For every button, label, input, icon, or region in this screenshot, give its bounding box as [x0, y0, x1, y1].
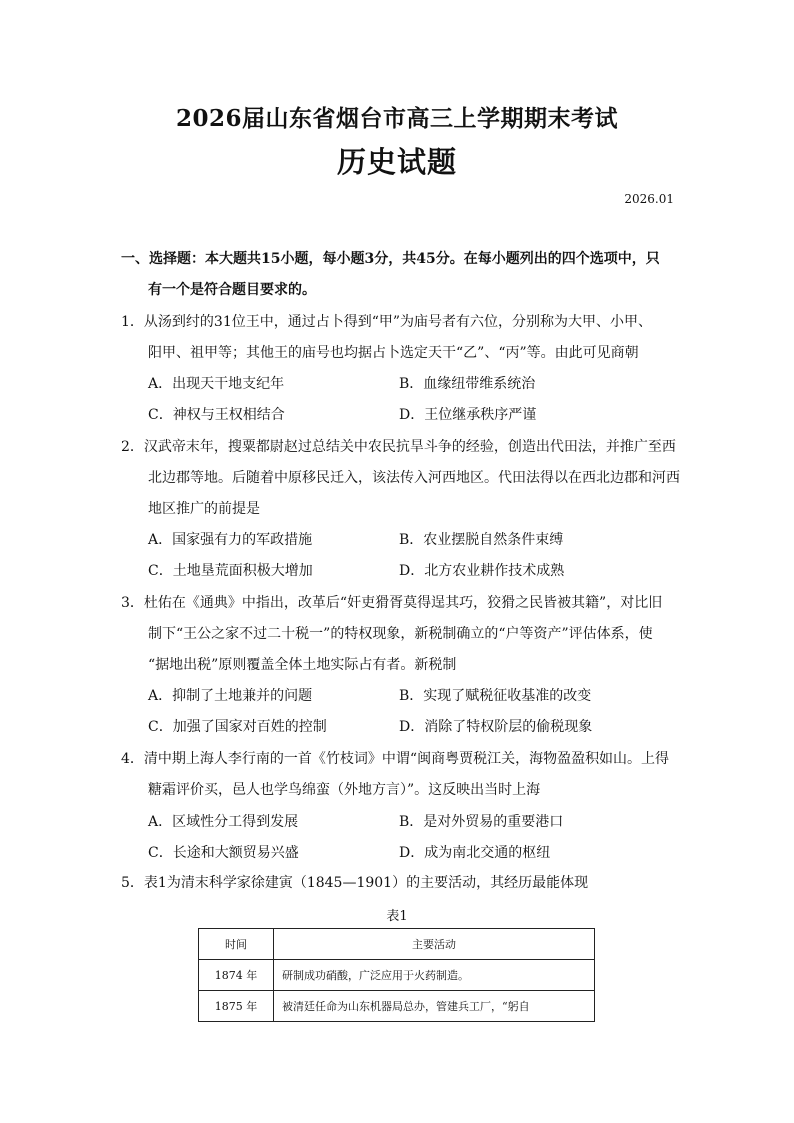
subject-title: 历史试题	[336, 145, 457, 179]
option-b: B．是对外贸易的重要港口	[399, 814, 564, 830]
table-header-row	[199, 929, 595, 960]
option-c: C．神权与王权相结合	[148, 407, 285, 423]
question-3	[121, 588, 681, 681]
option-a: A．区域性分工得到发展	[148, 814, 299, 830]
question-3-line: 3．杜佑在《通典》中指出，改革后“奸吏猾胥莫得逞其巧，狡猾之民皆被其籍”，对比旧	[121, 595, 663, 611]
option-d: D．北方农业耕作技术成熟	[399, 563, 565, 579]
table-cell: 被清廷任命为山东机器局总办，管建兵工厂，“躬自	[274, 991, 595, 1022]
option-b: B．农业摆脱自然条件束缚	[399, 532, 564, 548]
question-4	[121, 744, 681, 806]
question-1	[121, 307, 681, 369]
question-2-line: 地区推广的前提是	[148, 501, 260, 517]
option-a: A．国家强有力的军政措施	[148, 532, 313, 548]
table-row	[199, 960, 595, 991]
question-2-line: 2．汉武帝末年，搜粟都尉赵过总结关中农民抗旱斗争的经验，创造出代田法，并推广至西	[121, 439, 676, 455]
table-header-cell: 主要活动	[274, 929, 595, 960]
question-5-line: 5．表1为清末科学家徐建寅（1845—1901）的主要活动，其经历最能体现	[121, 875, 589, 891]
table-cell: 1875 年	[199, 991, 274, 1022]
question-1-line: 1．从汤到纣的31位王中，通过占卜得到“甲”为庙号者有六位，分别称为大甲、小甲、	[121, 314, 653, 330]
option-d: D．成为南北交通的枢纽	[399, 845, 551, 861]
table-caption: 表1	[386, 909, 408, 924]
question-2	[121, 432, 681, 525]
table-cell: 研制成功硝酸，广泛应用于火药制造。	[274, 960, 595, 991]
exam-title: 2026届山东省烟台市高三上学期期末考试	[175, 105, 618, 132]
option-d: D．王位继承秩序严谨	[399, 407, 537, 423]
option-c: C．加强了国家对百姓的控制	[148, 719, 327, 735]
question-1-line: 阳甲、祖甲等；其他王的庙号也均据占卜选定天干“乙”、“丙”等。由此可见商朝	[148, 345, 639, 361]
table-row	[199, 991, 595, 1022]
question-5	[121, 868, 681, 899]
question-2-line: 北边郡等地。后随着中原移民迁入，该法传入河西地区。代田法得以在西北边郡和河西	[148, 470, 680, 486]
activity-table	[198, 928, 595, 1022]
section-heading-line2: 有一个是符合题目要求的。	[148, 282, 316, 298]
question-4-line: 糖霜评价买，邑人也学鸟绵蛮（外地方言）”。这反映出当时上海	[148, 782, 541, 798]
question-4-line: 4．清中期上海人李行南的一首《竹枝词》中谓“闽商粤贾税江关，海物盈盈积如山。上得	[121, 751, 670, 767]
table-cell: 1874 年	[199, 960, 274, 991]
exam-date: 2026.01	[624, 192, 674, 206]
option-a: A．出现天干地支纪年	[148, 376, 285, 392]
option-d: D．消除了特权阶层的偷税现象	[399, 719, 593, 735]
section-heading-line1: 一、选择题：本大题共15小题，每小题3分，共45分。在每小题列出的四个选项中，只	[121, 251, 660, 267]
option-c: C．长途和大额贸易兴盛	[148, 845, 299, 861]
table-header-cell: 时间	[199, 929, 274, 960]
option-b: B．血缘纽带维系统治	[399, 376, 536, 392]
section-heading	[121, 244, 681, 306]
question-3-line: “据地出税”原则覆盖全体土地实际占有者。新税制	[148, 657, 457, 673]
question-3-line: 制下“王公之家不过二十税一”的特权现象，新税制确立的“户等资产”评估体系，使	[148, 626, 653, 642]
option-a: A．抑制了土地兼并的问题	[148, 688, 313, 704]
option-b: B．实现了赋税征收基准的改变	[399, 688, 592, 704]
option-c: C．土地垦荒面积极大增加	[148, 563, 313, 579]
